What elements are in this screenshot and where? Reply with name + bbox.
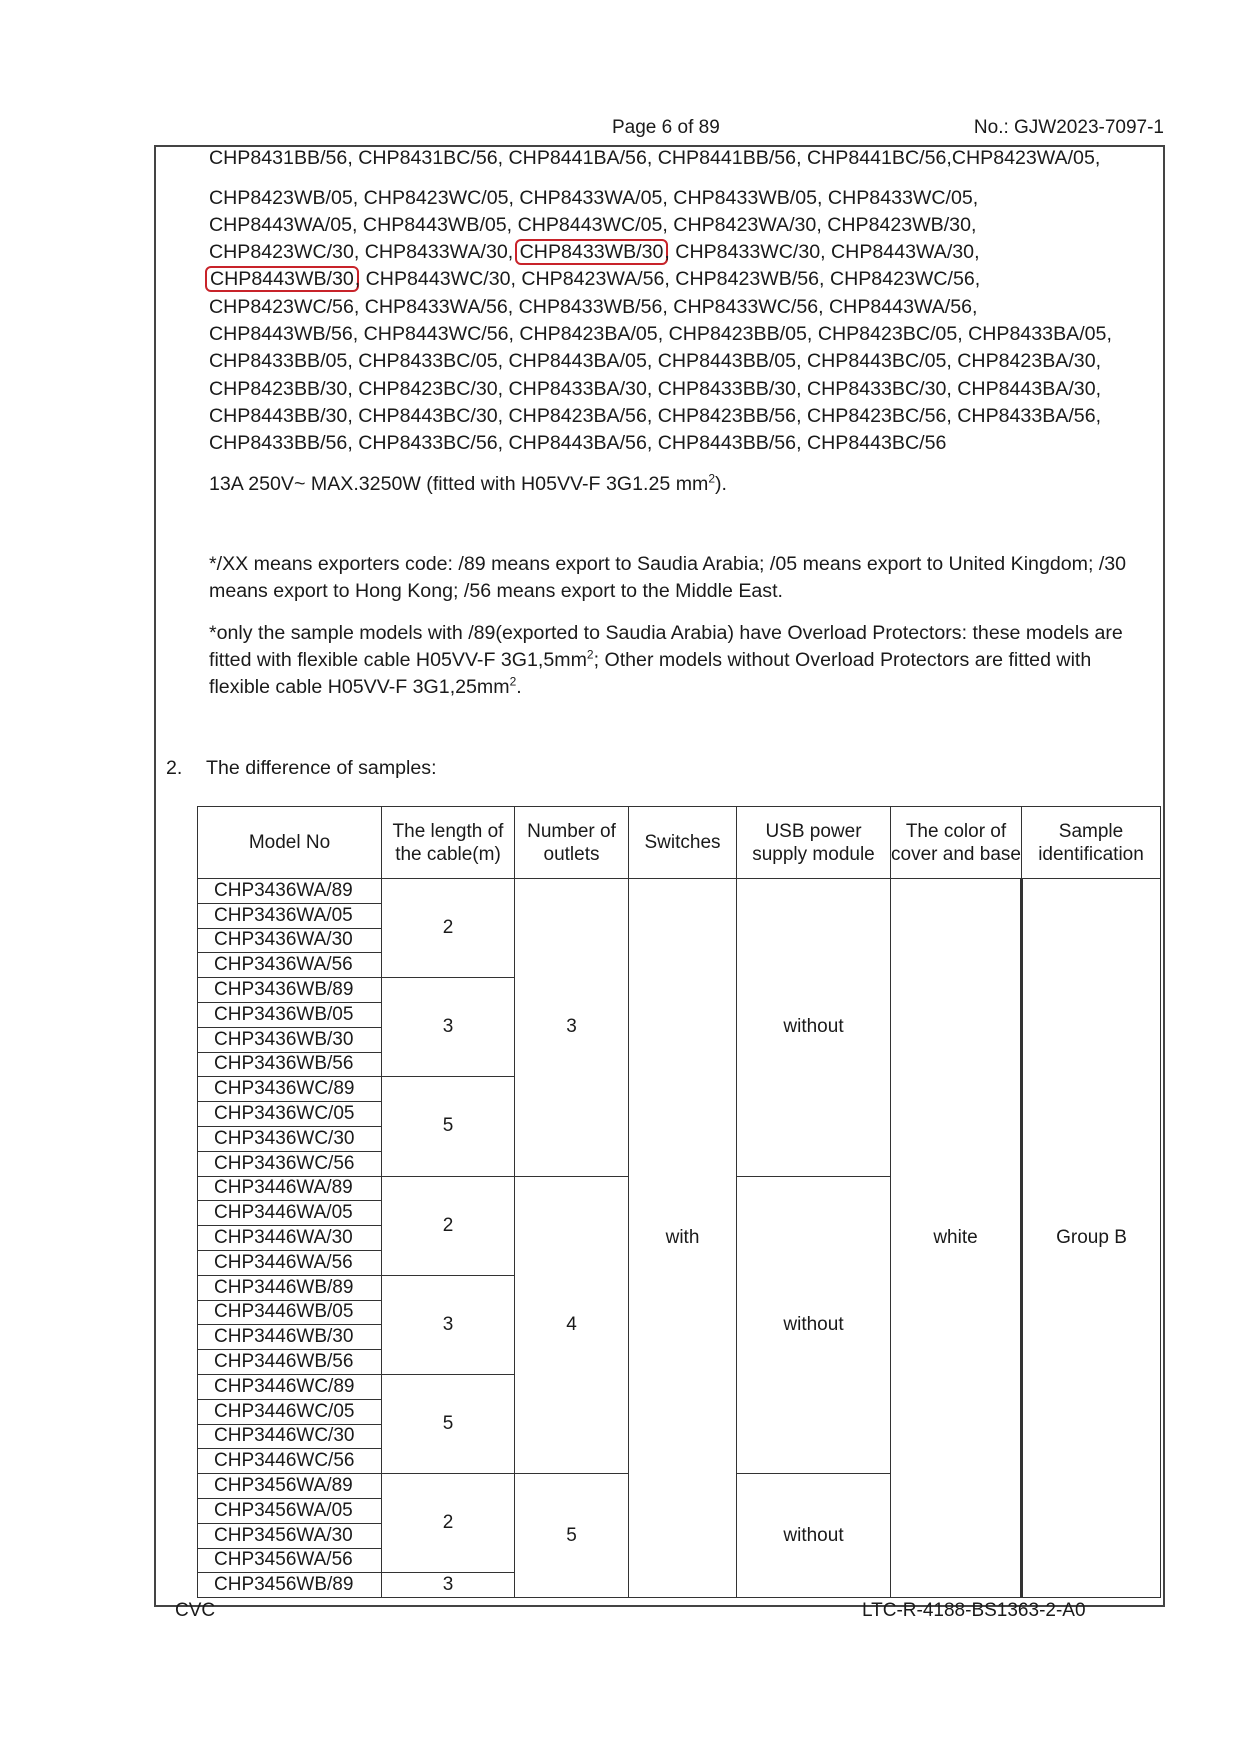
- model-cell: CHP3436WB/56: [198, 1052, 382, 1077]
- model-cell: CHP3436WB/89: [198, 978, 382, 1003]
- models-line-4: CHP8423WC/30, CHP8433WA/30, CHP8433WB/30, CHP8433WC/30, CHP8443WA/30,: [209, 241, 980, 263]
- length-cell: 3: [382, 1573, 515, 1598]
- header-model-no: Model No: [198, 807, 382, 879]
- model-cell: CHP3446WB/89: [198, 1275, 382, 1300]
- model-cell: CHP3446WC/30: [198, 1424, 382, 1449]
- model-cell: CHP3446WA/56: [198, 1250, 382, 1275]
- length-cell: 3: [382, 1275, 515, 1374]
- highlighted-model-1: CHP8433WB/30: [515, 239, 669, 265]
- usb-cell: without: [737, 1474, 891, 1598]
- model-cell: CHP3446WA/30: [198, 1226, 382, 1251]
- header-usb-module: USB power supply module: [737, 807, 891, 879]
- footer-doc-code: LTC-R-4188-BS1363-2-A0: [862, 1600, 1086, 1621]
- models-line-6: CHP8423WC/56, CHP8433WA/56, CHP8433WB/56, CHP8433WC/56, CHP8443WA/56,: [209, 296, 978, 318]
- usb-cell: without: [737, 1176, 891, 1474]
- models-line-2: CHP8423WB/05, CHP8423WC/05, CHP8433WA/05, CHP8433WB/05, CHP8433WC/05,: [209, 187, 979, 209]
- models-line-5: CHP8443WB/30, CHP8443WC/30, CHP8423WA/56, CHP8423WB/56, CHP8423WC/56,: [209, 268, 980, 291]
- models-line-8: CHP8433BB/05, CHP8433BC/05, CHP8443BA/05, CHP8443BB/05, CHP8443BC/05, CHP8423BA/30,: [209, 350, 1102, 372]
- model-cell: CHP3456WB/89: [198, 1573, 382, 1598]
- footer-lab-code: CVC: [175, 1600, 216, 1621]
- sample-id-cell: Group B: [1022, 879, 1161, 1598]
- model-cell: CHP3436WC/89: [198, 1077, 382, 1102]
- model-cell: CHP3446WB/56: [198, 1350, 382, 1375]
- header-sample-id: Sample identification: [1022, 807, 1161, 879]
- model-cell: CHP3436WC/30: [198, 1126, 382, 1151]
- model-cell: CHP3456WA/05: [198, 1498, 382, 1523]
- model-cell: CHP3436WA/05: [198, 903, 382, 928]
- models-line-1: CHP8431BB/56, CHP8431BC/56, CHP8441BA/56, CHP8441BB/56, CHP8441BC/56,CHP8423WA/05,: [209, 147, 1101, 169]
- model-cell: CHP3446WA/89: [198, 1176, 382, 1201]
- model-cell: CHP3436WB/30: [198, 1027, 382, 1052]
- models-line-7: CHP8443WB/56, CHP8443WC/56, CHP8423BA/05, CHP8423BB/05, CHP8423BC/05, CHP8433BA/05,: [209, 323, 1112, 345]
- model-cell: CHP3456WA/56: [198, 1548, 382, 1573]
- model-cell: CHP3446WC/89: [198, 1374, 382, 1399]
- models-line-10: CHP8443BB/30, CHP8443BC/30, CHP8423BA/56, CHP8423BB/56, CHP8423BC/56, CHP8433BA/56,: [209, 405, 1102, 427]
- model-cell: CHP3446WB/30: [198, 1325, 382, 1350]
- color-cell: white: [891, 879, 1022, 1598]
- table-row: [198, 879, 1161, 904]
- model-cell: CHP3436WA/56: [198, 953, 382, 978]
- length-cell: 2: [382, 1176, 515, 1275]
- length-cell: 5: [382, 1077, 515, 1176]
- outlets-cell: 4: [515, 1176, 629, 1474]
- model-cell: CHP3446WB/05: [198, 1300, 382, 1325]
- section-title: The difference of samples:: [206, 757, 437, 779]
- highlighted-model-2: CHP8443WB/30: [205, 266, 359, 292]
- model-cell: CHP3436WC/56: [198, 1151, 382, 1176]
- header-cable-length: The length of the cable(m): [382, 807, 515, 879]
- length-cell: 5: [382, 1374, 515, 1473]
- model-cell: CHP3436WB/05: [198, 1002, 382, 1027]
- length-cell: 2: [382, 879, 515, 978]
- overload-protector-note: *only the sample models with /89(exported to Saudia Arabia) have Overload Protectors: these models are fitted with flexible cable H05VV-F $3G1,5mm^2$; Other models without Overload Protectors are fitted with flexible cable H05VV-F $3G1,25mm^2$.: [209, 622, 1123, 698]
- length-cell: 3: [382, 978, 515, 1077]
- header-outlets: Number of outlets: [515, 807, 629, 879]
- sample-difference-table: [197, 806, 1161, 1598]
- models-line-3: CHP8443WA/05, CHP8443WB/05, CHP8443WC/05, CHP8423WA/30, CHP8423WB/30,: [209, 214, 977, 236]
- outlets-cell: 5: [515, 1474, 629, 1598]
- exporter-code-note: */XX means exporters code: /89 means export to Saudia Arabia; /05 means export to United Kingdom; /30 means export to Hong Kong; /56 means export to the Middle East.: [209, 553, 1127, 602]
- model-cell: CHP3446WA/05: [198, 1201, 382, 1226]
- header-color: The color of cover and base: [891, 807, 1022, 879]
- report-number: No.: GJW2023-7097-1: [973, 117, 1164, 138]
- model-cell: CHP3446WC/05: [198, 1399, 382, 1424]
- models-line-11: CHP8433BB/56, CHP8433BC/56, CHP8443BA/56, CHP8443BB/56, CHP8443BC/56: [209, 432, 947, 454]
- model-cell: CHP3436WA/30: [198, 928, 382, 953]
- model-cell: CHP3446WC/56: [198, 1449, 382, 1474]
- rating-text: 13A 250V~ MAX.3250W (fitted with H05VV-F 3G1.25 $mm^2$).: [209, 471, 727, 495]
- model-cell: CHP3456WA/89: [198, 1474, 382, 1499]
- length-cell: 2: [382, 1474, 515, 1573]
- section-number: 2.: [166, 757, 183, 779]
- outlets-cell: 3: [515, 879, 629, 1177]
- page-number: Page 6 of 89: [612, 117, 720, 138]
- usb-cell: without: [737, 879, 891, 1177]
- switches-cell: with: [629, 879, 737, 1598]
- model-cell: CHP3436WC/05: [198, 1102, 382, 1127]
- header-switches: Switches: [629, 807, 737, 879]
- models-line-9: CHP8423BB/30, CHP8423BC/30, CHP8433BA/30, CHP8433BB/30, CHP8433BC/30, CHP8443BA/30,: [209, 378, 1102, 400]
- model-cell: CHP3456WA/30: [198, 1523, 382, 1548]
- model-cell: CHP3436WA/89: [198, 879, 382, 904]
